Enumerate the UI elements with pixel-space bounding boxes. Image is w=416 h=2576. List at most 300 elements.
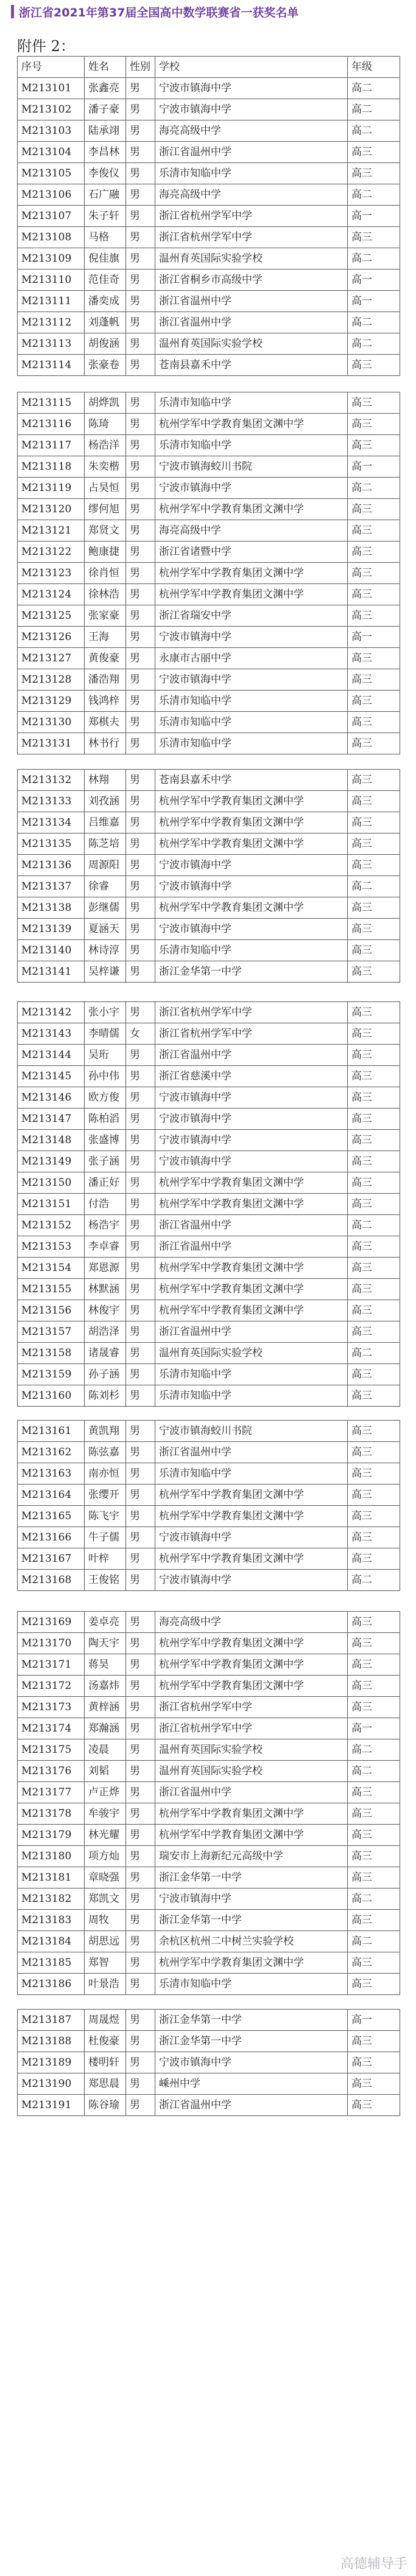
- cell-school: 浙江省温州中学: [155, 291, 348, 312]
- column-header: 年级: [348, 57, 400, 78]
- cell-id: M213119: [18, 478, 85, 499]
- cell-grade: 高三: [348, 691, 400, 712]
- table-row: [18, 1421, 400, 1442]
- cell-id: M213139: [18, 919, 85, 940]
- cell-gender: 男: [126, 1718, 155, 1739]
- table-row: [18, 78, 400, 99]
- cell-name: 李昌林: [85, 142, 126, 163]
- cell-name: 王俊铭: [85, 1570, 126, 1591]
- cell-id: M213114: [18, 355, 85, 376]
- cell-school: 宁波市镇海中学: [155, 669, 348, 691]
- table-row: [18, 1258, 400, 1279]
- cell-gender: 男: [126, 227, 155, 248]
- cell-name: 陈芝培: [85, 834, 126, 855]
- cell-name: 林书行: [85, 733, 126, 754]
- cell-grade: 高三: [348, 605, 400, 627]
- cell-id: M213175: [18, 1739, 85, 1761]
- cell-name: 叶景浩: [85, 1974, 126, 1995]
- table-row: [18, 1087, 400, 1109]
- cell-gender: 男: [126, 99, 155, 120]
- cell-grade: 高三: [348, 1279, 400, 1300]
- cell-grade: 高二: [348, 1739, 400, 1761]
- award-table: [17, 392, 400, 754]
- cell-gender: 男: [126, 563, 155, 584]
- cell-gender: 男: [126, 1485, 155, 1506]
- table-row: [18, 2052, 400, 2073]
- award-table: [17, 1420, 400, 1591]
- cell-school: 宁波市镇海蛟川书院: [155, 456, 348, 478]
- cell-school: 宁波市镇海中学: [155, 1888, 348, 1910]
- page-title: 浙江省2021年第37届全国高中数学联赛省一获奖名单: [19, 5, 299, 19]
- cell-id: M213181: [18, 1867, 85, 1888]
- cell-school: 浙江金华第一中学: [155, 1867, 348, 1888]
- cell-grade: 高二: [348, 1888, 400, 1910]
- cell-name: 林翔: [85, 770, 126, 791]
- cell-school: 杭州学军中学教育集团文渊中学: [155, 1258, 348, 1279]
- header-accent-bar: [11, 5, 14, 18]
- cell-id: M213162: [18, 1442, 85, 1463]
- column-header: 序号: [18, 57, 85, 78]
- cell-grade: 高三: [348, 435, 400, 456]
- cell-gender: 男: [126, 1463, 155, 1485]
- cell-name: 杨浩宇: [85, 1215, 126, 1236]
- cell-gender: 男: [126, 1654, 155, 1676]
- cell-name: 王海: [85, 627, 126, 648]
- cell-school: 杭州学军中学教育集团文渊中学: [155, 1803, 348, 1825]
- cell-id: M213116: [18, 414, 85, 435]
- cell-school: 杭州学军中学教育集团文渊中学: [155, 1952, 348, 1974]
- table-row: [18, 227, 400, 248]
- cell-school: 苍南县嘉禾中学: [155, 770, 348, 791]
- cell-gender: 男: [126, 669, 155, 691]
- cell-name: 范佳奇: [85, 270, 126, 291]
- cell-school: 浙江省温州中学: [155, 1442, 348, 1463]
- cell-grade: 高三: [348, 1527, 400, 1548]
- cell-gender: 男: [126, 1364, 155, 1385]
- table-row: [18, 1761, 400, 1782]
- cell-gender: 男: [126, 206, 155, 227]
- table-row: [18, 627, 400, 648]
- cell-id: M213174: [18, 1718, 85, 1739]
- table-row: [18, 248, 400, 270]
- cell-school: 浙江省温州中学: [155, 1236, 348, 1258]
- cell-gender: 男: [126, 1087, 155, 1109]
- cell-grade: 高三: [348, 227, 400, 248]
- table-row: [18, 520, 400, 541]
- table-row: [18, 99, 400, 120]
- cell-school: 永康市古丽中学: [155, 648, 348, 669]
- cell-name: 张小宇: [85, 1002, 126, 1023]
- table-row: [18, 1279, 400, 1300]
- cell-school: 宁波市镇海中学: [155, 1130, 348, 1151]
- cell-gender: 男: [126, 1300, 155, 1321]
- cell-id: M213122: [18, 541, 85, 563]
- cell-school: 浙江省杭州学军中学: [155, 1002, 348, 1023]
- cell-grade: 高三: [348, 1194, 400, 1215]
- table-row: [18, 1463, 400, 1485]
- table-row: [18, 691, 400, 712]
- cell-school: 宁波市镇海中学: [155, 99, 348, 120]
- table-row: [18, 1485, 400, 1506]
- cell-gender: 男: [126, 584, 155, 605]
- cell-grade: 高二: [348, 312, 400, 333]
- cell-school: 浙江省杭州学军中学: [155, 1697, 348, 1718]
- cell-school: 杭州学军中学教育集团文渊中学: [155, 1194, 348, 1215]
- cell-name: 郑凯文: [85, 1888, 126, 1910]
- table-row: [18, 291, 400, 312]
- cell-name: 郑智: [85, 1952, 126, 1974]
- cell-grade: 高三: [348, 1974, 400, 1995]
- cell-name: 石广融: [85, 184, 126, 206]
- cell-id: M213130: [18, 712, 85, 733]
- cell-name: 郑贤文: [85, 520, 126, 541]
- cell-id: M213138: [18, 897, 85, 919]
- cell-school: 乐清市知临中学: [155, 1463, 348, 1485]
- cell-id: M213161: [18, 1421, 85, 1442]
- cell-grade: 高三: [348, 791, 400, 812]
- cell-name: 凌晨: [85, 1739, 126, 1761]
- cell-name: 郑瀚涵: [85, 1718, 126, 1739]
- cell-name: 陈琦: [85, 414, 126, 435]
- cell-school: 乐清市知临中学: [155, 712, 348, 733]
- table-row: [18, 2073, 400, 2095]
- cell-school: 杭州学军中学教育集团文渊中学: [155, 1825, 348, 1846]
- cell-gender: 男: [126, 648, 155, 669]
- table-row: [18, 1236, 400, 1258]
- table-row: [18, 1300, 400, 1321]
- table-row: [18, 120, 400, 142]
- cell-gender: 男: [126, 2095, 155, 2116]
- cell-gender: 男: [126, 1931, 155, 1952]
- table-row: [18, 435, 400, 456]
- cell-grade: 高三: [348, 2073, 400, 2095]
- cell-school: 杭州学军中学教育集团文渊中学: [155, 1506, 348, 1527]
- table-row: [18, 812, 400, 834]
- cell-gender: 男: [126, 712, 155, 733]
- cell-name: 周晟煜: [85, 2010, 126, 2031]
- cell-grade: 高二: [348, 78, 400, 99]
- cell-school: 宁波市镇海中学: [155, 876, 348, 897]
- cell-school: 杭州学军中学教育集团文渊中学: [155, 1485, 348, 1506]
- cell-school: 杭州学军中学教育集团文渊中学: [155, 897, 348, 919]
- cell-id: M213115: [18, 392, 85, 414]
- cell-name: 胡浩泽: [85, 1321, 126, 1343]
- cell-grade: 高三: [348, 1321, 400, 1343]
- cell-grade: 高三: [348, 1364, 400, 1385]
- cell-gender: 男: [126, 142, 155, 163]
- cell-grade: 高二: [348, 478, 400, 499]
- table-row: [18, 1952, 400, 1974]
- cell-gender: 男: [126, 1258, 155, 1279]
- cell-gender: 男: [126, 312, 155, 333]
- cell-grade: 高三: [348, 584, 400, 605]
- cell-grade: 高三: [348, 499, 400, 520]
- cell-school: 杭州学军中学教育集团文渊中学: [155, 1172, 348, 1194]
- cell-grade: 高三: [348, 1654, 400, 1676]
- cell-gender: 男: [126, 1910, 155, 1931]
- cell-school: 浙江省诸暨中学: [155, 541, 348, 563]
- cell-gender: 男: [126, 812, 155, 834]
- cell-id: M213145: [18, 1066, 85, 1087]
- cell-gender: 男: [126, 1236, 155, 1258]
- cell-school: 海亮高级中学: [155, 1612, 348, 1633]
- cell-gender: 男: [126, 605, 155, 627]
- cell-id: M213144: [18, 1045, 85, 1066]
- cell-id: M213147: [18, 1109, 85, 1130]
- cell-name: 徐睿: [85, 876, 126, 897]
- cell-gender: 男: [126, 435, 155, 456]
- cell-id: M213141: [18, 961, 85, 983]
- cell-grade: 高三: [348, 1633, 400, 1654]
- cell-name: 李俊仪: [85, 163, 126, 184]
- cell-name: 陆承翊: [85, 120, 126, 142]
- table-row: [18, 1974, 400, 1995]
- cell-grade: 高三: [348, 1676, 400, 1697]
- cell-school: 宁波市镇海中学: [155, 1109, 348, 1130]
- award-table: [17, 56, 400, 376]
- cell-id: M213113: [18, 333, 85, 355]
- cell-name: 章晓强: [85, 1867, 126, 1888]
- cell-id: M213190: [18, 2073, 85, 2095]
- cell-name: 卢正烨: [85, 1782, 126, 1803]
- cell-name: 周源阳: [85, 855, 126, 876]
- cell-grade: 高一: [348, 2010, 400, 2031]
- cell-id: M213143: [18, 1023, 85, 1045]
- cell-gender: 男: [126, 1974, 155, 1995]
- cell-gender: 男: [126, 184, 155, 206]
- table-row: [18, 669, 400, 691]
- cell-gender: 男: [126, 1045, 155, 1066]
- table-row: [18, 1570, 400, 1591]
- cell-gender: 男: [126, 456, 155, 478]
- table-header-row: [18, 57, 400, 78]
- table-row: [18, 1364, 400, 1385]
- cell-school: 乐清市知临中学: [155, 691, 348, 712]
- cell-id: M213176: [18, 1761, 85, 1782]
- cell-name: 潘奕成: [85, 291, 126, 312]
- cell-gender: 男: [126, 1803, 155, 1825]
- cell-name: 张鑫亮: [85, 78, 126, 99]
- cell-school: 温州育英国际实验学校: [155, 333, 348, 355]
- cell-school: 杭州学军中学教育集团文渊中学: [155, 1279, 348, 1300]
- cell-id: M213146: [18, 1087, 85, 1109]
- cell-school: 浙江省温州中学: [155, 1782, 348, 1803]
- cell-gender: 男: [126, 414, 155, 435]
- cell-id: M213124: [18, 584, 85, 605]
- table-row: [18, 206, 400, 227]
- cell-id: M213173: [18, 1697, 85, 1718]
- cell-school: 宁波市镇海蛟川书院: [155, 1421, 348, 1442]
- cell-grade: 高三: [348, 1612, 400, 1633]
- cell-id: M213180: [18, 1846, 85, 1867]
- cell-gender: 男: [126, 791, 155, 812]
- cell-grade: 高三: [348, 563, 400, 584]
- cell-grade: 高三: [348, 1803, 400, 1825]
- cell-gender: 男: [126, 770, 155, 791]
- cell-name: 潘正好: [85, 1172, 126, 1194]
- cell-grade: 高三: [348, 414, 400, 435]
- cell-school: 浙江省温州中学: [155, 2095, 348, 2116]
- table-row: [18, 770, 400, 791]
- cell-school: 海亮高级中学: [155, 184, 348, 206]
- cell-id: M213123: [18, 563, 85, 584]
- cell-gender: 男: [126, 834, 155, 855]
- cell-school: 浙江省慈溪中学: [155, 1066, 348, 1087]
- cell-gender: 男: [126, 520, 155, 541]
- cell-school: 温州育英国际实验学校: [155, 1761, 348, 1782]
- cell-grade: 高二: [348, 1931, 400, 1952]
- cell-name: 黄凯翔: [85, 1421, 126, 1442]
- cell-gender: 男: [126, 2052, 155, 2073]
- cell-grade: 高三: [348, 1300, 400, 1321]
- cell-name: 潘浩翔: [85, 669, 126, 691]
- cell-id: M213101: [18, 78, 85, 99]
- cell-school: 乐清市知临中学: [155, 1974, 348, 1995]
- cell-grade: 高三: [348, 733, 400, 754]
- cell-name: 刘韬: [85, 1761, 126, 1782]
- cell-school: 杭州学军中学教育集团文渊中学: [155, 812, 348, 834]
- cell-grade: 高一: [348, 270, 400, 291]
- cell-id: M213186: [18, 1974, 85, 1995]
- cell-grade: 高一: [348, 291, 400, 312]
- cell-name: 刘孜涵: [85, 791, 126, 812]
- cell-gender: 男: [126, 1548, 155, 1570]
- cell-gender: 男: [126, 1215, 155, 1236]
- cell-id: M213108: [18, 227, 85, 248]
- table-row: [18, 355, 400, 376]
- cell-school: 瑞安市上海新纪元高级中学: [155, 1846, 348, 1867]
- table-row: [18, 563, 400, 584]
- cell-name: 徐林浩: [85, 584, 126, 605]
- cell-name: 胡思远: [85, 1931, 126, 1952]
- cell-name: 林诗淳: [85, 940, 126, 961]
- cell-id: M213117: [18, 435, 85, 456]
- cell-grade: 高三: [348, 1109, 400, 1130]
- table-row: [18, 1867, 400, 1888]
- cell-id: M213109: [18, 248, 85, 270]
- cell-name: 陈柏滔: [85, 1109, 126, 1130]
- cell-school: 杭州学军中学教育集团文渊中学: [155, 1633, 348, 1654]
- cell-id: M213187: [18, 2010, 85, 2031]
- table-row: [18, 1527, 400, 1548]
- cell-grade: 高三: [348, 1697, 400, 1718]
- cell-grade: 高二: [348, 99, 400, 120]
- cell-id: M213150: [18, 1172, 85, 1194]
- cell-id: M213160: [18, 1385, 85, 1407]
- cell-grade: 高三: [348, 1087, 400, 1109]
- table-row: [18, 392, 400, 414]
- cell-gender: 男: [126, 733, 155, 754]
- cell-id: M213154: [18, 1258, 85, 1279]
- cell-id: M213171: [18, 1654, 85, 1676]
- cell-school: 杭州学军中学教育集团文渊中学: [155, 1548, 348, 1570]
- cell-gender: 男: [126, 1846, 155, 1867]
- cell-name: 欧方俊: [85, 1087, 126, 1109]
- cell-name: 叶梓: [85, 1548, 126, 1570]
- cell-grade: 高三: [348, 770, 400, 791]
- table-row: [18, 733, 400, 754]
- cell-school: 浙江省杭州学军中学: [155, 1718, 348, 1739]
- cell-school: 浙江省杭州学军中学: [155, 227, 348, 248]
- cell-id: M213159: [18, 1364, 85, 1385]
- cell-name: 夏涵天: [85, 919, 126, 940]
- cell-id: M213140: [18, 940, 85, 961]
- cell-grade: 高二: [348, 1761, 400, 1782]
- table-row: [18, 1718, 400, 1739]
- page-header: [11, 4, 298, 19]
- cell-grade: 高三: [348, 1782, 400, 1803]
- cell-name: 杜俊豪: [85, 2031, 126, 2052]
- cell-gender: 男: [126, 499, 155, 520]
- cell-grade: 高三: [348, 2095, 400, 2116]
- cell-id: M213152: [18, 1215, 85, 1236]
- cell-gender: 男: [126, 2073, 155, 2095]
- cell-id: M213183: [18, 1910, 85, 1931]
- cell-grade: 高三: [348, 1442, 400, 1463]
- cell-school: 浙江省杭州学军中学: [155, 206, 348, 227]
- cell-id: M213177: [18, 1782, 85, 1803]
- cell-name: 郑恩源: [85, 1258, 126, 1279]
- cell-grade: 高三: [348, 541, 400, 563]
- cell-name: 周牧: [85, 1910, 126, 1931]
- cell-id: M213133: [18, 791, 85, 812]
- cell-school: 苍南县嘉禾中学: [155, 355, 348, 376]
- table-row: [18, 1633, 400, 1654]
- cell-gender: 男: [126, 1002, 155, 1023]
- cell-id: M213158: [18, 1343, 85, 1364]
- cell-id: M213142: [18, 1002, 85, 1023]
- cell-gender: 男: [126, 1066, 155, 1087]
- cell-grade: 高三: [348, 834, 400, 855]
- cell-gender: 男: [126, 1739, 155, 1761]
- cell-school: 海亮高级中学: [155, 120, 348, 142]
- cell-gender: 男: [126, 333, 155, 355]
- award-table: [17, 1001, 400, 1407]
- cell-school: 余杭区杭州二中树兰实验学校: [155, 1931, 348, 1952]
- cell-grade: 高三: [348, 2031, 400, 2052]
- cell-id: M213134: [18, 812, 85, 834]
- cell-school: 浙江省温州中学: [155, 142, 348, 163]
- cell-school: 杭州学军中学教育集团文渊中学: [155, 584, 348, 605]
- table-row: [18, 142, 400, 163]
- cell-name: 彭继儒: [85, 897, 126, 919]
- cell-name: 蒋昊: [85, 1654, 126, 1676]
- cell-id: M213118: [18, 456, 85, 478]
- table-row: [18, 1023, 400, 1045]
- cell-gender: 男: [126, 1761, 155, 1782]
- cell-grade: 高三: [348, 1151, 400, 1172]
- cell-name: 陈刘杉: [85, 1385, 126, 1407]
- cell-name: 占昊恒: [85, 478, 126, 499]
- table-row: [18, 1910, 400, 1931]
- cell-name: 汤嘉炜: [85, 1676, 126, 1697]
- cell-id: M213148: [18, 1130, 85, 1151]
- cell-school: 宁波市镇海中学: [155, 2052, 348, 2073]
- cell-gender: 男: [126, 876, 155, 897]
- table-row: [18, 1045, 400, 1066]
- cell-gender: 男: [126, 1612, 155, 1633]
- cell-name: 郑棋夫: [85, 712, 126, 733]
- cell-id: M213163: [18, 1463, 85, 1485]
- table-row: [18, 1130, 400, 1151]
- cell-id: M213189: [18, 2052, 85, 2073]
- cell-grade: 高三: [348, 855, 400, 876]
- cell-gender: 男: [126, 691, 155, 712]
- table-row: [18, 1846, 400, 1867]
- cell-name: 张家豪: [85, 605, 126, 627]
- award-table: [17, 2009, 400, 2116]
- cell-grade: 高二: [348, 876, 400, 897]
